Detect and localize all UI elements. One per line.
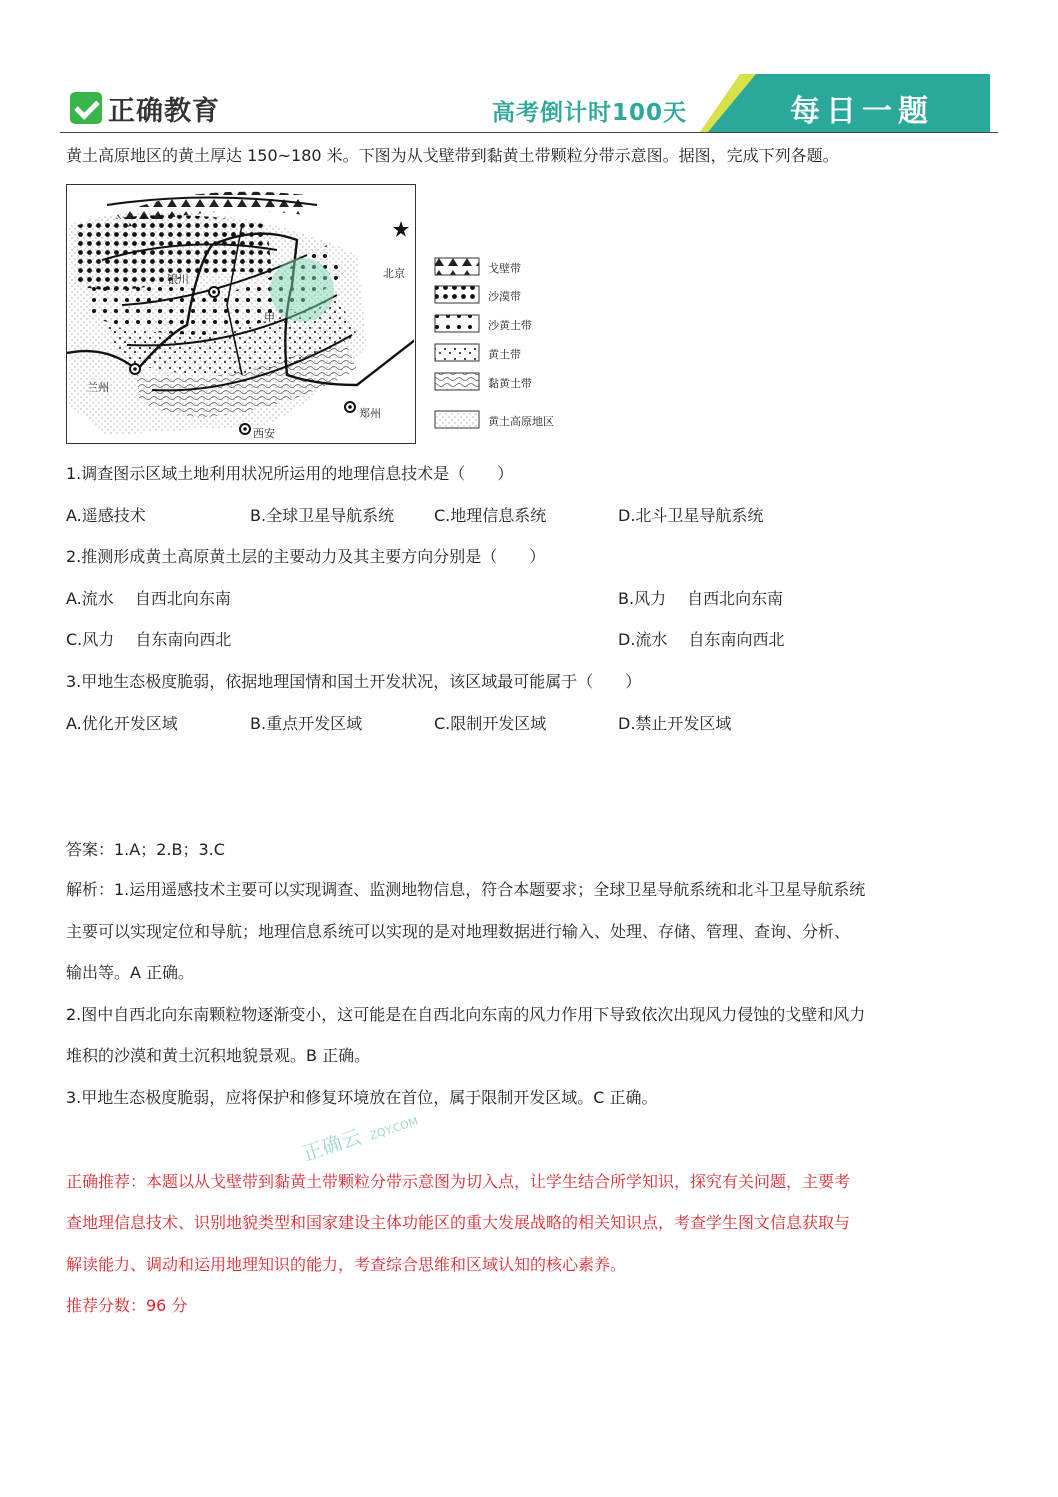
answer-text: 答案：1.A；2.B；3.C [66, 840, 225, 859]
recommend-score: 推荐分数：96 分 [66, 1296, 188, 1315]
question-1-stem: 1.调查图示区域土地利用状况所运用的地理信息技术是（ ） [66, 464, 514, 483]
question-3-stem: 3.甲地生态极度脆弱，依据地理国情和国土开发状况，该区域最可能属于（ ） [66, 672, 642, 691]
question-3-option-b: B.重点开发区域 [250, 714, 363, 733]
legend-label: 戈壁带 [488, 262, 521, 275]
legend-label: 沙黄土带 [488, 319, 532, 332]
legend-label: 黄土高原地区 [488, 415, 554, 428]
question-2-option-a: A.流水 自西北向东南 [66, 589, 231, 608]
analysis-line: 堆积的沙漠和黄土沉积地貌景观。B 正确。 [66, 1046, 371, 1065]
legend-swatches [432, 256, 488, 436]
watermark-text: 正确云 [299, 1124, 365, 1166]
map-drawing [67, 185, 414, 442]
banner-text: 每日一题 [790, 94, 934, 129]
watermark-sub: ZQY.COM [368, 1114, 420, 1143]
legend-label: 黄土带 [488, 348, 521, 361]
question-2-stem: 2.推测形成黄土高原黄土层的主要动力及其主要方向分别是（ ） [66, 547, 546, 566]
question-2-option-b: B.风力 自西北向东南 [618, 589, 784, 608]
recommend-line: 正确推荐：本题以从戈壁带到黏黄土带颗粒分带示意图为切入点，让学生结合所学知识，探究有关问题，主要考 [66, 1172, 851, 1191]
logo-text: 正确教育 [108, 95, 220, 127]
intro-text: 黄土高原地区的黄土厚达 150~180 米。下图为从戈壁带到黏黄土带颗粒分带示意图。据图，完成下列各题。 [66, 146, 839, 165]
question-2-option-d: D.流水 自东南向西北 [618, 630, 785, 649]
question-3-option-a: A.优化开发区域 [66, 714, 178, 733]
countdown-title: 高考倒计时100天 [492, 100, 688, 126]
recommend-line: 查地理信息技术、识别地貌类型和国家建设主体功能区的重大发展战略的相关知识点，考查学生图文信息获取与 [66, 1213, 851, 1232]
city-label: 银川 [167, 273, 189, 286]
analysis-line: 输出等。A 正确。 [66, 963, 195, 982]
map-legend [432, 256, 582, 436]
header-divider [60, 132, 998, 133]
city-label: 郑州 [359, 407, 381, 420]
legend-label: 黏黄土带 [488, 377, 532, 390]
analysis-line: 主要可以实现定位和导航；地理信息系统可以实现的是对地理数据进行输入、处理、存储、管理、查询、分析、 [66, 922, 851, 941]
legend-label: 沙漠带 [488, 290, 521, 303]
analysis-line: 3.甲地生态极度脆弱，应将保护和修复环境放在首位，属于限制开发区域。C 正确。 [66, 1088, 658, 1107]
question-1-option-a: A.遥感技术 [66, 506, 146, 525]
point-label: 甲 [264, 311, 275, 324]
question-2-option-c: C.风力 自东南向西北 [66, 630, 232, 649]
question-1-option-d: D.北斗卫星导航系统 [618, 506, 764, 525]
city-label: 北京 [383, 267, 405, 280]
question-3-option-d: D.禁止开发区域 [618, 714, 732, 733]
analysis-line: 解析：1.运用遥感技术主要可以实现调查、监测地物信息，符合本题要求；全球卫星导航系统和北斗卫星导航系统 [66, 880, 866, 899]
particle-zone-map [66, 184, 416, 444]
recommend-line: 解读能力、调动和运用地理知识的能力，考查综合思维和区域认知的核心素养。 [66, 1255, 627, 1274]
analysis-line: 2.图中自西北向东南颗粒物逐渐变小，这可能是在自西北向东南的风力作用下导致依次出现风力侵蚀的戈壁和风力 [66, 1005, 866, 1024]
city-label: 兰州 [87, 381, 109, 394]
question-1-option-b: B.全球卫星导航系统 [250, 506, 395, 525]
question-1-option-c: C.地理信息系统 [434, 506, 547, 525]
watermark [298, 1102, 420, 1166]
city-label: 西安 [253, 427, 275, 440]
brand-logo [70, 88, 220, 128]
question-3-option-c: C.限制开发区域 [434, 714, 547, 733]
checkmark-icon [70, 92, 102, 124]
